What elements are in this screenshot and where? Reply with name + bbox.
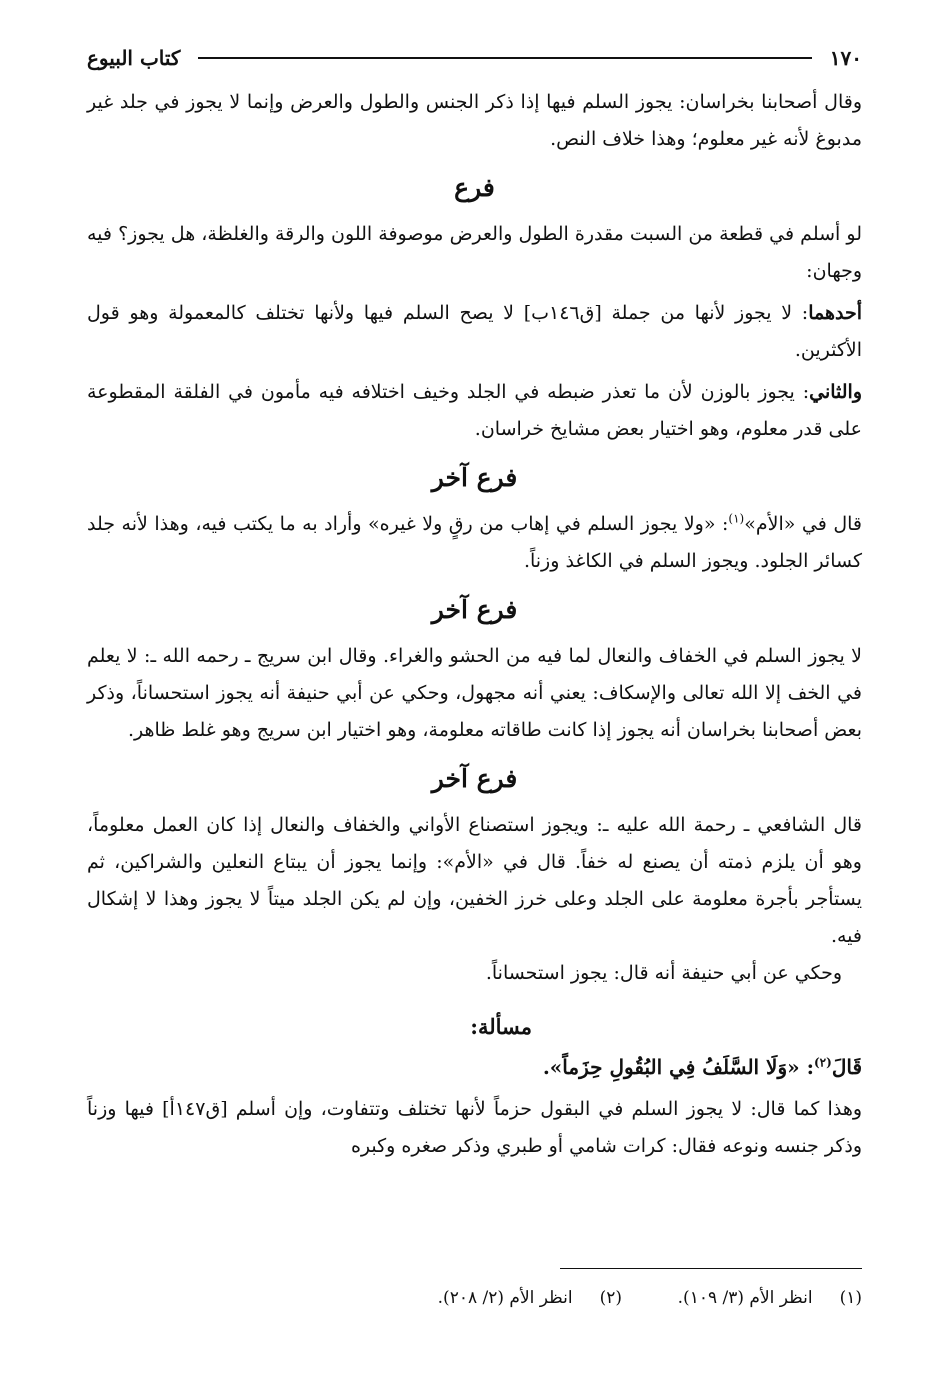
section-heading: فرع [454,173,495,202]
paragraph [87,374,862,448]
section-heading: فرع آخر [431,463,518,492]
paragraph-text: قال في «الأم» [744,513,862,535]
running-title: كتاب البيوع [87,46,181,70]
paragraph: لو أسلم في قطعة من السبت مقدرة الطول والعرض موصوفة اللون والرقة والغلظة، هل يجوز؟ فيه وجهان: [87,223,862,282]
paragraph-lead: أحدهما [808,302,862,324]
section-heading: فرع آخر [431,764,518,793]
page-number: ١٧٠ [829,46,862,70]
quote-lead: قَالَ [831,1055,862,1079]
footnote-ref[interactable]: (١) [728,511,745,526]
footnote-row [87,1283,862,1313]
paragraph: وحكي عن أبي حنيفة أنه قال: يجوز استحساناً. [485,962,842,984]
page-body [87,84,862,1170]
paragraph-text: : «ولا يجوز السلم في إهاب من رقٍ ولا غيره» وأراد به ما يكتب فيه، وهذا لأنه جلد كسائر الجلود. ويجوز السلم في الكاغذ وزناً. [87,513,862,572]
section-heading: فرع آخر [431,595,518,624]
paragraph: لا يجوز السلم في الخفاف والنعال لما فيه من الحشو والغراء. وقال ابن سريج ـ رحمه الله ـ: لا يعلم في الخف إلا الله تعالى والإسكاف: يعني أنه مجهول، وحكي عن أبي حنيفة أنه يجوز استحساناً، وذكر بعض أصحابنا بخراسان أنه يجوز إذا كانت طاقاته معلومة، وهو اختيار ابن سريج وهو غلط ظاهر. [87,645,862,741]
quoted-text [87,1049,862,1086]
paragraph [87,506,862,580]
paragraph: وهذا كما قال: لا يجوز السلم في البقول حزماً لأنها تختلف وتتفاوت، وإن أسلم [ق١٤٧أ] فيها وزناً وذكر جنسه ونوعه فقال: كرات شامي أو طبري وذكر صغره وكبره [87,1098,863,1157]
footnotes [87,1268,862,1313]
footnote-2: (٢) انظر الأم (٢/ ٢٠٨). [437,1288,622,1308]
paragraph [87,295,862,369]
paragraph-text: : لا يجوز لأنها من جملة [ق١٤٦ب] لا يصح السلم فيها ولأنها تختلف كالمعمولة وهو قول الأكثرين. [87,302,862,361]
paragraph-text: : يجوز بالوزن لأن ما تعذر ضبطه في الجلد وخيف اختلافه فيه مأمون في الفلقة المقطوعة على قدر معلوم، وهو اختيار بعض مشايخ خراسان. [87,381,862,440]
footnote-ref[interactable]: (٢) [813,1055,832,1070]
quote-text: : «وَلَا السَّلَفُ فِي البُقُولِ حِزَماً». [542,1055,814,1079]
issue-heading: مسألة: [470,1014,532,1039]
paragraph-lead: والثاني [809,381,862,403]
footnote-divider [560,1268,862,1269]
page-header [87,40,862,76]
header-divider [198,57,811,59]
paragraph: قال الشافعي ـ رحمة الله عليه ـ: ويجوز استصناع الأواني والخفاف والنعال إذا كان العمل معلوماً، وهو أن يلزم ذمته أن يصنع له خفاً. قال في «الأم»: وإنما يجوز أن يبتاع النعلين والشراكين، ثم يستأجر بأجرة معلومة على الجلد وعلى خرز الخفين، وإن لم يكن الجلد ميتاً لا يجوز وهذا لا إشكال فيه. [87,814,863,947]
footnote-1: (١) انظر الأم (٣/ ١٠٩). [677,1288,862,1308]
paragraph: وقال أصحابنا بخراسان: يجوز السلم فيها إذا ذكر الجنس والطول والعرض وإنما لا يجوز في جلد غير مدبوغ لأنه غير معلوم؛ وهذا خلاف النص. [87,91,862,150]
